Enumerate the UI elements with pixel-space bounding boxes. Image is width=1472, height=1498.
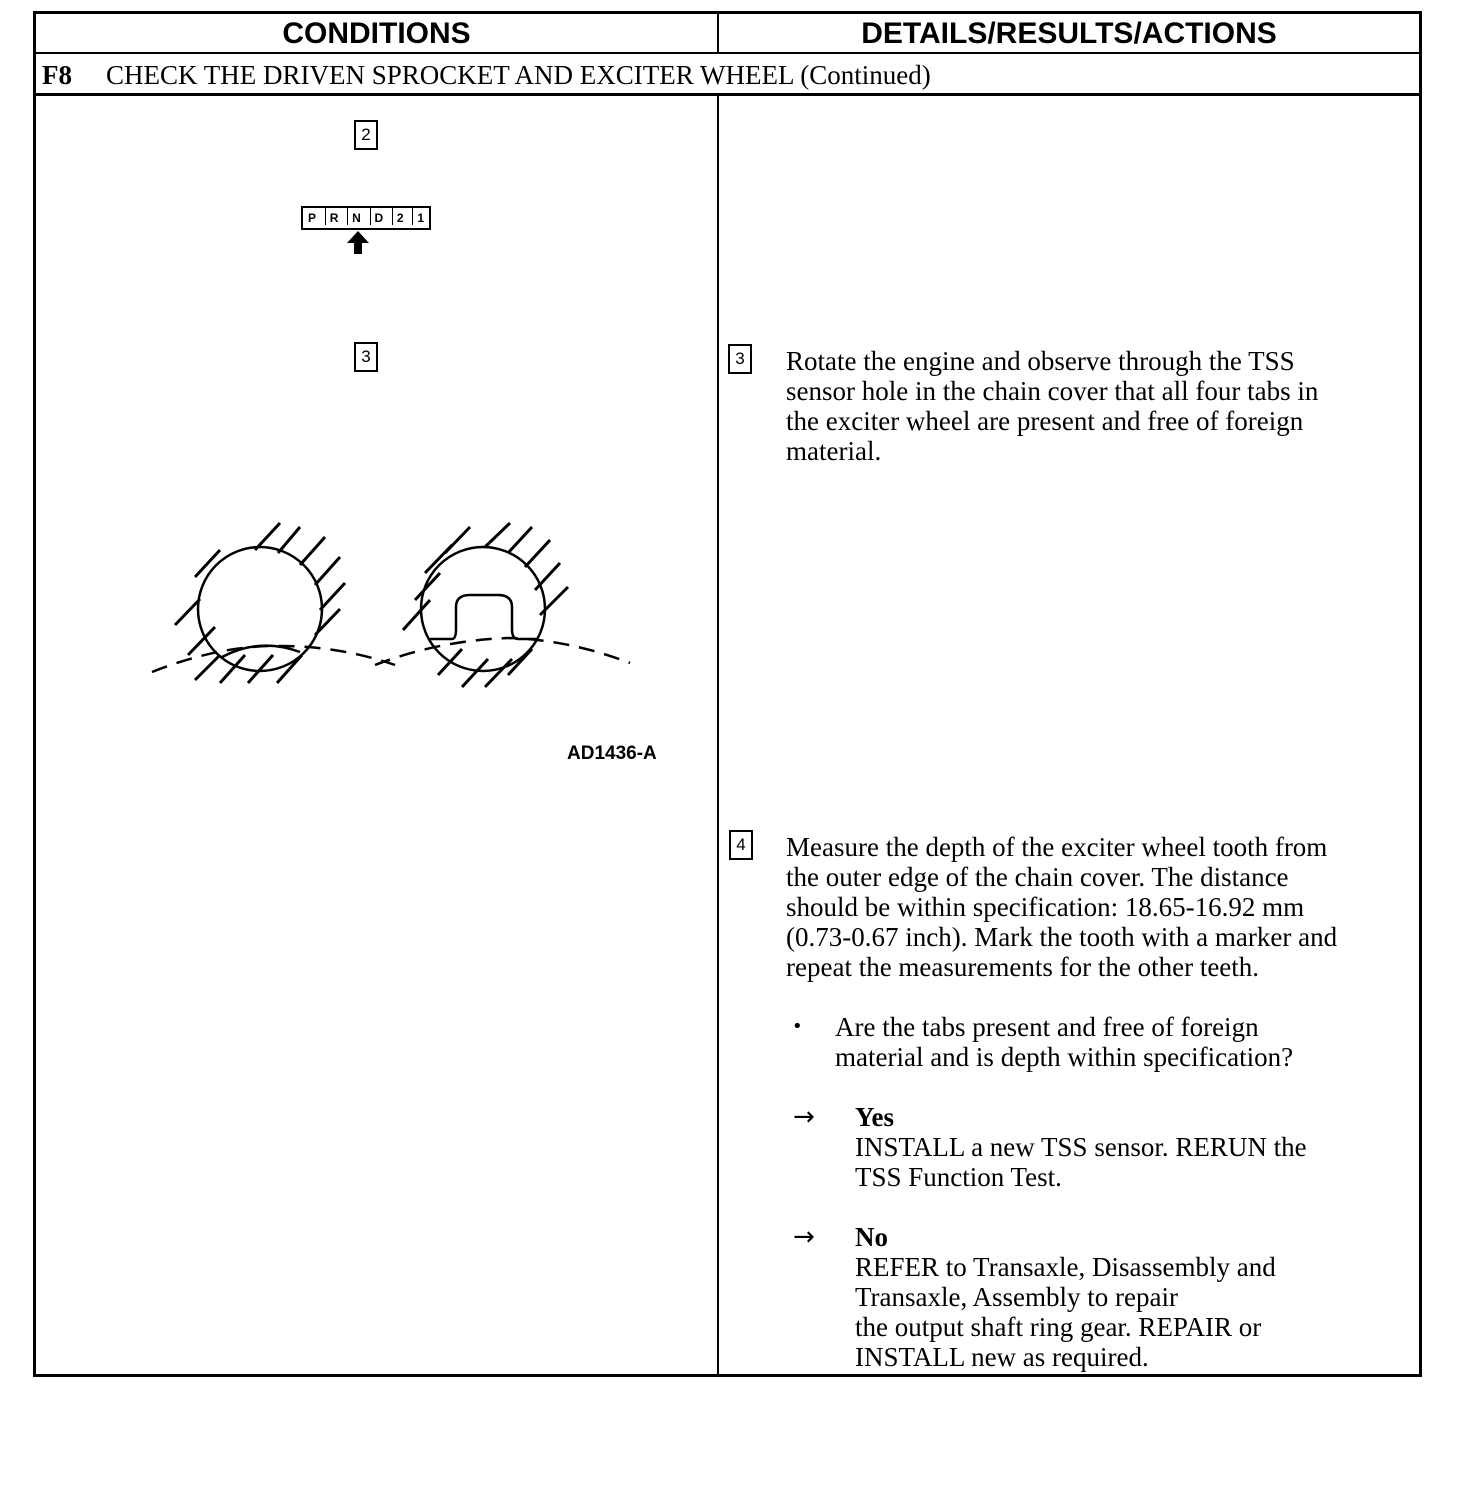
step-3-line: Rotate the engine and observe through the TSS [786, 346, 1295, 376]
yes-line: INSTALL a new TSS sensor. RERUN the [855, 1132, 1307, 1162]
step-4-instruction [786, 832, 1337, 982]
question-line: Are the tabs present and free of foreign [835, 1012, 1259, 1042]
question-text [835, 1012, 1293, 1072]
yes-arrow-icon: → [793, 1102, 815, 1132]
gear-selector-indicator [301, 206, 431, 230]
yes-branch [855, 1102, 1307, 1192]
no-line: INSTALL new as required. [855, 1342, 1149, 1372]
gear-d: D [374, 211, 384, 225]
details-header: DETAILS/RESULTS/ACTIONS [717, 14, 1419, 54]
bullet-icon: • [792, 1016, 803, 1037]
conditions-header: CONDITIONS [36, 14, 717, 54]
step-4-line: (0.73-0.67 inch). Mark the tooth with a marker and [786, 922, 1338, 952]
no-line: the output shaft ring gear. REPAIR or [855, 1312, 1262, 1342]
step-3-instruction [786, 346, 1318, 466]
step-4-line: should be within specification: 18.65-16.92 mm [786, 892, 1305, 922]
step-3-line: material. [786, 436, 882, 466]
yes-line: TSS Function Test. [855, 1162, 1062, 1192]
step-3-line: the exciter wheel are present and free of foreign [786, 406, 1304, 436]
step-4-line: the outer edge of the chain cover. The distance [786, 862, 1289, 892]
gear-n: N [352, 211, 361, 225]
exciter-wheel-illustration [140, 515, 640, 705]
step-4-line: Measure the depth of the exciter wheel tooth from [786, 832, 1328, 862]
column-divider [717, 96, 719, 1374]
step-3-line: sensor hole in the chain cover that all four tabs in [786, 376, 1319, 406]
up-arrow-icon [345, 230, 371, 256]
question-line: material and is depth within specification? [835, 1042, 1294, 1072]
figure-label: AD1436-A [567, 743, 657, 764]
right-step-4-box: 4 [729, 830, 753, 860]
gear-1: 1 [417, 211, 424, 225]
no-branch [855, 1222, 1276, 1372]
yes-label: Yes [855, 1102, 894, 1132]
left-step-3-box: 3 [354, 342, 378, 372]
section-title: CHECK THE DRIVEN SPROCKET AND EXCITER WHEEL (Continued) [106, 60, 931, 90]
no-line: REFER to Transaxle, Disassembly and [855, 1252, 1276, 1282]
no-line: Transaxle, Assembly to repair [855, 1282, 1178, 1312]
no-arrow-icon: → [793, 1222, 815, 1252]
gear-r: R [329, 211, 339, 225]
step-4-line: repeat the measurements for the other teeth. [786, 952, 1260, 982]
section-row [36, 54, 1419, 96]
right-step-3-box: 3 [728, 344, 752, 374]
gear-p: P [308, 211, 317, 225]
gear-2: 2 [396, 211, 404, 225]
left-step-2-box: 2 [354, 120, 378, 150]
section-code: F8 [42, 60, 72, 90]
no-label: No [855, 1222, 888, 1252]
